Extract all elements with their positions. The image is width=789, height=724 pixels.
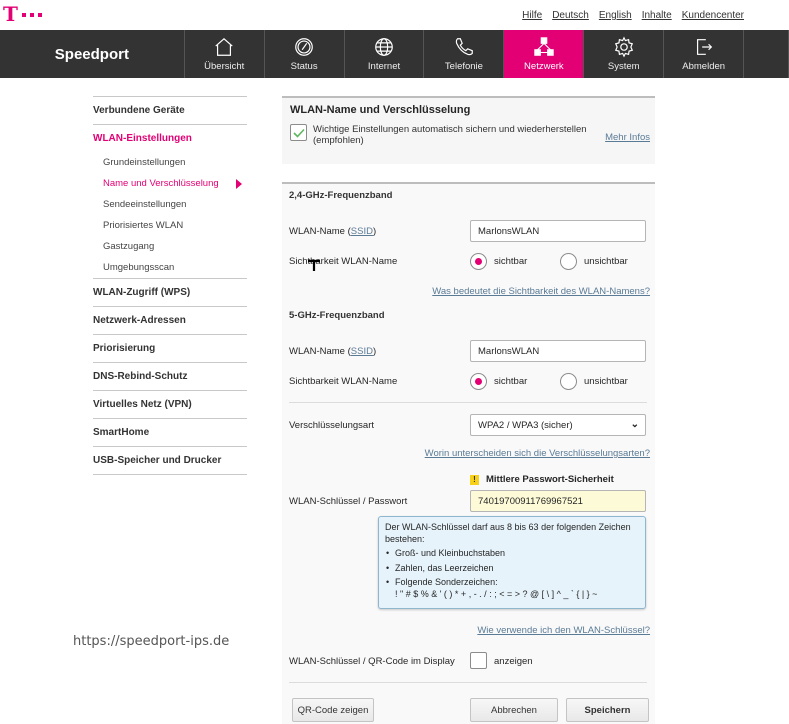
sidebar-item-smarthome[interactable]: SmartHome [93, 418, 247, 446]
password-tooltip: Der WLAN-Schlüssel darf aus 8 bis 63 der folgenden Zeichen bestehen: • Groß- und Kleinbuchstaben • Zahlen, das Leerzeichen • Folgende Sonderzeichen: ! " # $ % & ' ( ) * + , - . / : ; < = > ? @ [ \ ] ^ _ ` { | } ~ [378, 516, 646, 609]
sidebar-sub-gastzugang[interactable]: Gastzugang [103, 241, 155, 252]
encryption-select[interactable]: WPA2 / WPA3 (sicher) ⌄ [470, 414, 646, 436]
band5-radio-unsichtbar[interactable] [560, 373, 577, 390]
link-english[interactable]: English [598, 10, 632, 21]
save-button[interactable]: Speichern [566, 698, 649, 722]
nav-system[interactable]: System [584, 30, 664, 78]
nav-status[interactable]: Status [265, 30, 345, 78]
qr-code-button[interactable]: QR-Code zeigen [292, 698, 374, 722]
page-title: WLAN-Name und Verschlüsselung [290, 104, 471, 116]
band5-radio-sichtbar[interactable] [470, 373, 487, 390]
cancel-button[interactable]: Abbrechen [470, 698, 558, 722]
nav-spacer [744, 30, 789, 78]
band24-title: 2,4-GHz-Frequenzband [289, 190, 393, 201]
settings-panel: 2,4-GHz-Frequenzband WLAN-Name (SSID) MarlonsWLAN Sichtbarkeit WLAN-Name sichtbar unsichtbar Was bedeutet die Sichtbarkeit des WLAN-Namens? 5-GHz-Frequenzband WLAN-Name (SSID) MarlonsWLAN Sichtbarkeit WLAN-Name sichtbar unsichtbar Verschlüsselungsart WPA2 / WPA3 (sicher) ⌄ Worin unterscheiden sich die Verschlüsselungsarten? ! Mittlere Passwort-Sicherheit WLAN-Schlüssel / Passwort 74019700911769967521 Der WLAN-Schlüssel darf aus 8 bis 63 der folgenden Zeichen bestehen: • Groß- und Kleinbuchstaben • Zahlen, das Leerzeichen • Folgende Sonderzeichen: ! " # $ % & ' ( ) * + , - . / : ; < = > ? @ [ \ ] ^ _ ` { | } ~ Wie verwende ich den WLAN-Schlüssel? WLAN-Schlüssel / QR-Code im Display anzeigen QR-Code zeigen Abbrechen Speichern [282, 182, 655, 724]
header-panel [282, 96, 655, 164]
band5-ssid-label: WLAN-Name (SSID) [289, 346, 377, 357]
password-label: WLAN-Schlüssel / Passwort [289, 496, 408, 507]
warning-icon: ! [470, 475, 479, 485]
sidebar-sub-umgebungsscan[interactable]: Umgebungsscan [103, 262, 175, 273]
active-arrow-icon [236, 179, 242, 189]
nav-internet[interactable]: Internet [345, 30, 425, 78]
sidebar-sub-sendeeinstellungen[interactable]: Sendeeinstellungen [103, 199, 187, 210]
link-deutsch[interactable]: Deutsch [552, 10, 589, 21]
password-input[interactable]: 74019700911769967521 [470, 490, 646, 512]
checkmark-icon [293, 128, 305, 138]
band24-ssid-label: WLAN-Name (SSID) [289, 226, 377, 237]
link-inhalte[interactable]: Inhalte [641, 10, 672, 21]
password-help-link[interactable]: Wie verwende ich den WLAN-Schlüssel? [477, 625, 650, 636]
auto-save-label: Wichtige Einstellungen automatisch sichern und wiederherstellen (empfohlen) [313, 124, 587, 146]
divider [289, 682, 647, 683]
main-nav [0, 30, 789, 78]
mouse-cursor-icon [307, 256, 321, 272]
sidebar-sub-priorisiertes-wlan[interactable]: Priorisiertes WLAN [103, 220, 184, 231]
sidebar-sub-name-verschluesselung[interactable]: Name und Verschlüsselung [93, 173, 247, 194]
band5-ssid-input[interactable]: MarlonsWLAN [470, 340, 646, 362]
logout-icon [693, 36, 715, 58]
band24-visibility-label: Sichtbarkeit WLAN-Name [289, 256, 398, 267]
chevron-down-icon: ⌄ [630, 419, 639, 430]
band5-title: 5-GHz-Frequenzband [289, 310, 385, 321]
ssid-link[interactable]: SSID [350, 346, 373, 357]
divider [289, 402, 647, 403]
gauge-icon [293, 36, 315, 58]
watermark-url: https://speedport-ips.de [73, 634, 230, 649]
encryption-help-link[interactable]: Worin unterscheiden sich die Verschlüsselungsarten? [424, 448, 650, 459]
link-hilfe[interactable]: Hilfe [522, 10, 543, 21]
band24-radio-sichtbar[interactable] [470, 253, 487, 270]
sidebar-item-vpn[interactable]: Virtuelles Netz (VPN) [93, 390, 247, 418]
gear-icon [613, 36, 635, 58]
ssid-link[interactable]: SSID [350, 226, 373, 237]
nav-abmelden[interactable]: Abmelden [664, 30, 744, 78]
password-strength: ! Mittlere Passwort-Sicherheit [470, 474, 614, 485]
special-chars: ! " # $ % & ' ( ) * + , - . / : ; < = > ? @ [ \ ] ^ _ ` { | } ~ [395, 588, 598, 599]
band24-ssid-input[interactable]: MarlonsWLAN [470, 220, 646, 242]
band5-visibility-label: Sichtbarkeit WLAN-Name [289, 376, 398, 387]
telekom-logo[interactable]: T [3, 4, 42, 24]
display-label: WLAN-Schlüssel / QR-Code im Display [289, 656, 455, 667]
home-icon [213, 36, 235, 58]
display-checkbox-label: anzeigen [494, 656, 533, 667]
sidebar-sub-grundeinstellungen[interactable]: Grundeinstellungen [103, 157, 186, 168]
nav-netzwerk[interactable]: Netzwerk [504, 30, 584, 78]
top-links [522, 10, 744, 21]
sidebar-item-priorisierung[interactable]: Priorisierung [93, 334, 247, 362]
mehr-infos-link[interactable]: Mehr Infos [605, 132, 650, 143]
sidebar-item-wlan-einstellungen[interactable]: WLAN-Einstellungen [93, 124, 247, 152]
top-bar [0, 0, 789, 30]
network-icon [533, 36, 555, 58]
globe-icon [373, 36, 395, 58]
display-checkbox[interactable] [470, 652, 487, 669]
link-kundencenter[interactable]: Kundencenter [681, 10, 744, 21]
brand-speedport: Speedport [0, 30, 185, 78]
encryption-label: Verschlüsselungsart [289, 420, 375, 431]
phone-icon [453, 36, 475, 58]
nav-uebersicht[interactable]: Übersicht [185, 30, 265, 78]
sidebar-item-dns-rebind[interactable]: DNS-Rebind-Schutz [93, 362, 247, 390]
auto-save-checkbox[interactable] [290, 124, 307, 141]
nav-telefonie[interactable]: Telefonie [424, 30, 504, 78]
sidebar-item-wps[interactable]: WLAN-Zugriff (WPS) [93, 278, 247, 306]
main-content [282, 96, 655, 716]
band24-radio-unsichtbar[interactable] [560, 253, 577, 270]
sidebar-item-netzwerk-adressen[interactable]: Netzwerk-Adressen [93, 306, 247, 334]
visibility-help-link[interactable]: Was bedeutet die Sichtbarkeit des WLAN-Namens? [432, 286, 650, 297]
sidebar-item-verbundene-geraete[interactable]: Verbundene Geräte [93, 96, 247, 124]
sidebar-item-usb[interactable]: USB-Speicher und Drucker [93, 446, 247, 474]
sidebar [93, 96, 247, 475]
